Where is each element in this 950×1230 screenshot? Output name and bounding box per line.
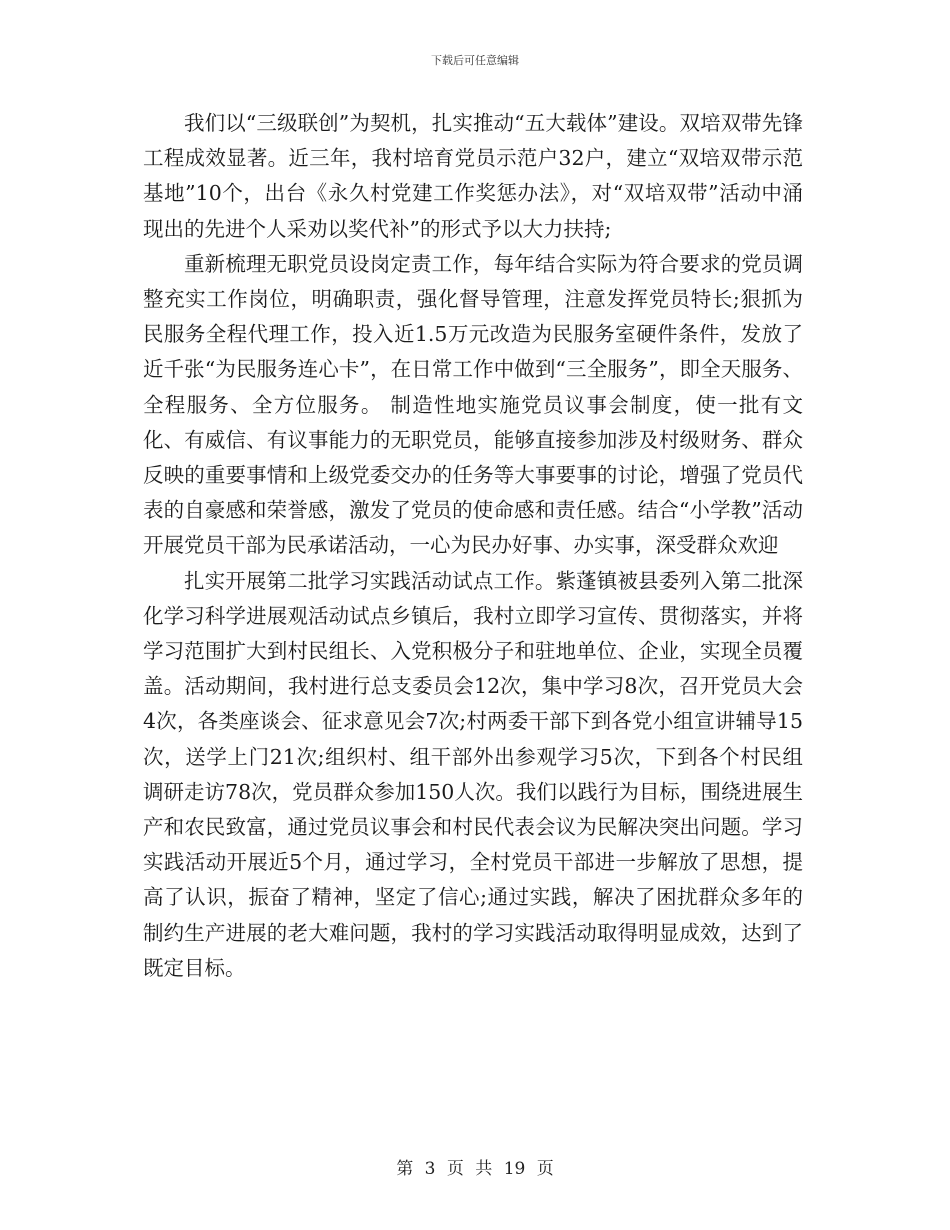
paragraph-2: 重新梳理无职党员设岗定责工作，每年结合实际为符合要求的党员调整充实工作岗位，明确职责，强化督导管理，注意发挥党员特长;狠抓为民服务全程代理工作，投入近1.5万元改造为民服务室硬件条件，发放了近千张“为民服务连心卡”，在日常工作中做到“三全服务”，即全天服务、全程服务、全方位服务。 制造性地实施党员议事会制度，使一批有文化、有威信、有议事能力的无职党员，能够直接参加涉及村级财务、群众反映的重要事情和上级党委交办的任务等大事要事的讨论，增强了党员代表的自豪感和荣誉感，激发了党员的使命感和责任感。结合“小学教”活动开展党员干部为民承诺活动，一心为民办好事、办实事，深受群众欢迎 [143,251,803,558]
document-body [143,106,803,986]
page-header: 下载后可任意编辑 [431,54,519,67]
page-number: 第 3 页 共 19 页 [396,1159,554,1179]
paragraph-3: 扎实开展第二批学习实践活动试点工作。紫蓬镇被县委列入第二批深化学习科学进展观活动试点乡镇后，我村立即学习宣传、贯彻落实，并将学习范围扩大到村民组长、入党积极分子和驻地单位、企业，实现全员覆盖。活动期间，我村进行总支委员会12次，集中学习8次，召开党员大会4次，各类座谈会、征求意见会7次;村两委干部下到各党小组宣讲辅导15次，送学上门21次;组织村、组干部外出参观学习5次，下到各个村民组调研走访78次，党员群众参加150人次。我们以践行为目标，围绕进展生产和农民致富，通过党员议事会和村民代表会议为民解决突出问题。学习实践活动开展近5个月，通过学习，全村党员干部进一步解放了思想，提高了认识，振奋了精神，坚定了信心;通过实践，解决了困扰群众多年的制约生产进展的老大难问题，我村的学习实践活动取得明显成效，达到了既定目标。 [143,568,803,980]
paragraph-1: 我们以“三级联创”为契机，扎实推动“五大载体”建设。双培双带先锋工程成效显著。近三年，我村培育党员示范户32户，建立“双培双带示范基地”10个，出台《永久村党建工作奖惩办法》，对“双培双带”活动中涌现出的先进个人采劝以奖代补”的形式予以大力扶持; [143,111,803,241]
